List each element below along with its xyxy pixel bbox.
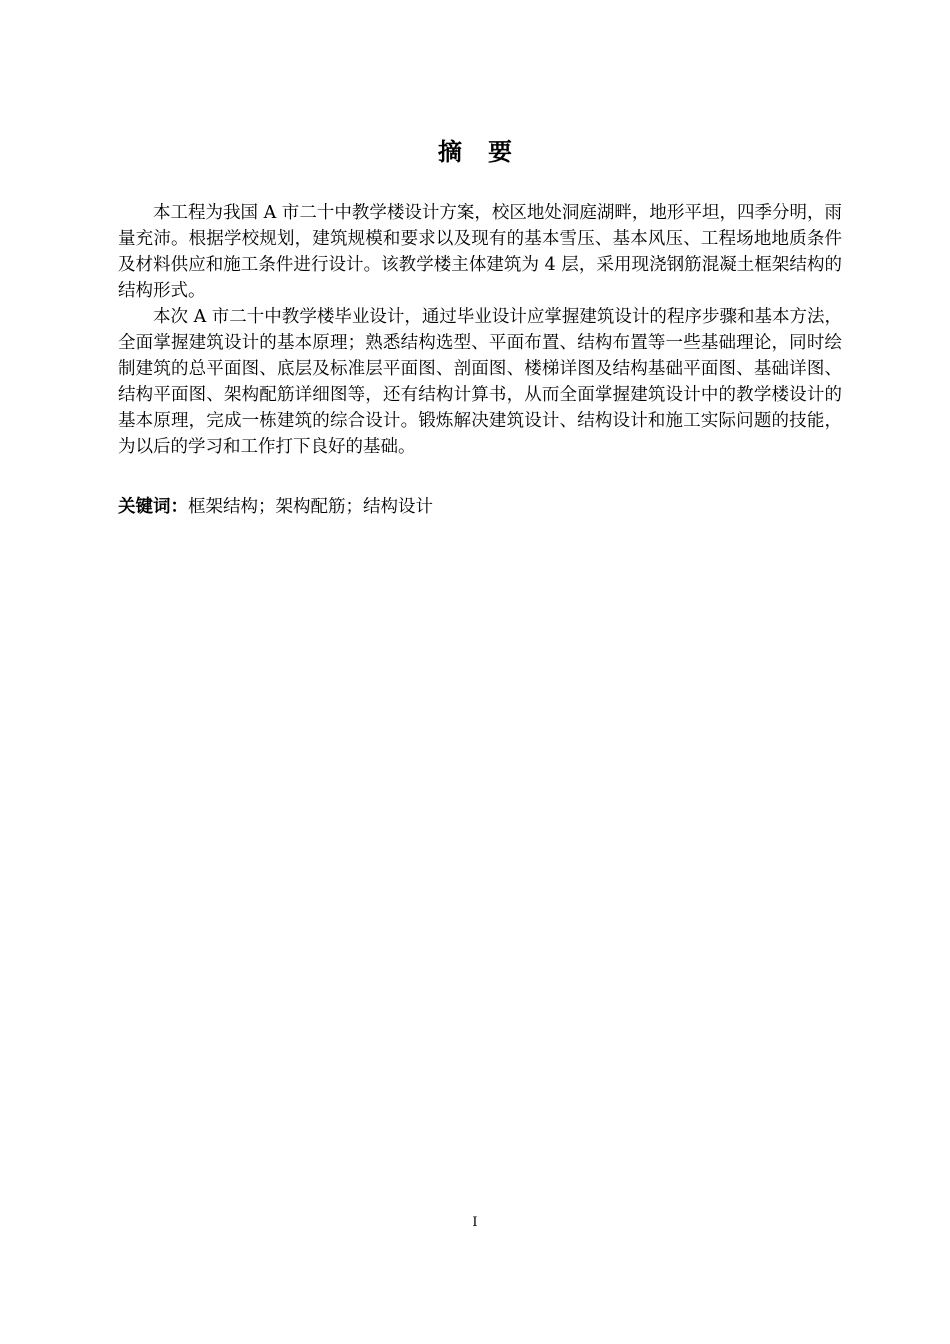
abstract-body [118, 200, 842, 460]
abstract-paragraph-1: 本工程为我国 A 市二十中教学楼设计方案，校区地处洞庭湖畔，地形平坦，四季分明，雨量充沛。根据学校规划，建筑规模和要求以及现有的基本雪压、基本风压、工程场地地质条件及材料供应和施工条件进行设计。该教学楼主体建筑为 4 层，采用现浇钢筋混凝土框架结构的结构形式。 [118, 203, 842, 301]
abstract-title: 摘要 [438, 137, 538, 166]
keywords-line [118, 494, 842, 520]
keywords-value: 框架结构；架构配筋；结构设计 [188, 497, 433, 517]
page-number: I [472, 1215, 478, 1230]
abstract-paragraph-2: 本次 A 市二十中教学楼毕业设计，通过毕业设计应掌握建筑设计的程序步骤和基本方法，全面掌握建筑设计的基本原理；熟悉结构选型、平面布置、结构布置等一些基础理论，同时绘制建筑的总平面图、底层及标准层平面图、剖面图、楼梯详图及结构基础平面图、基础详图、结构平面图、架构配筋详细图等，还有结构计算书，从而全面掌握建筑设计中的教学楼设计的基本原理，完成一栋建筑的综合设计。锻炼解决建筑设计、结构设计和施工实际问题的技能，为以后的学习和工作打下良好的基础。 [118, 307, 842, 457]
keywords-label: 关键词： [118, 497, 188, 517]
